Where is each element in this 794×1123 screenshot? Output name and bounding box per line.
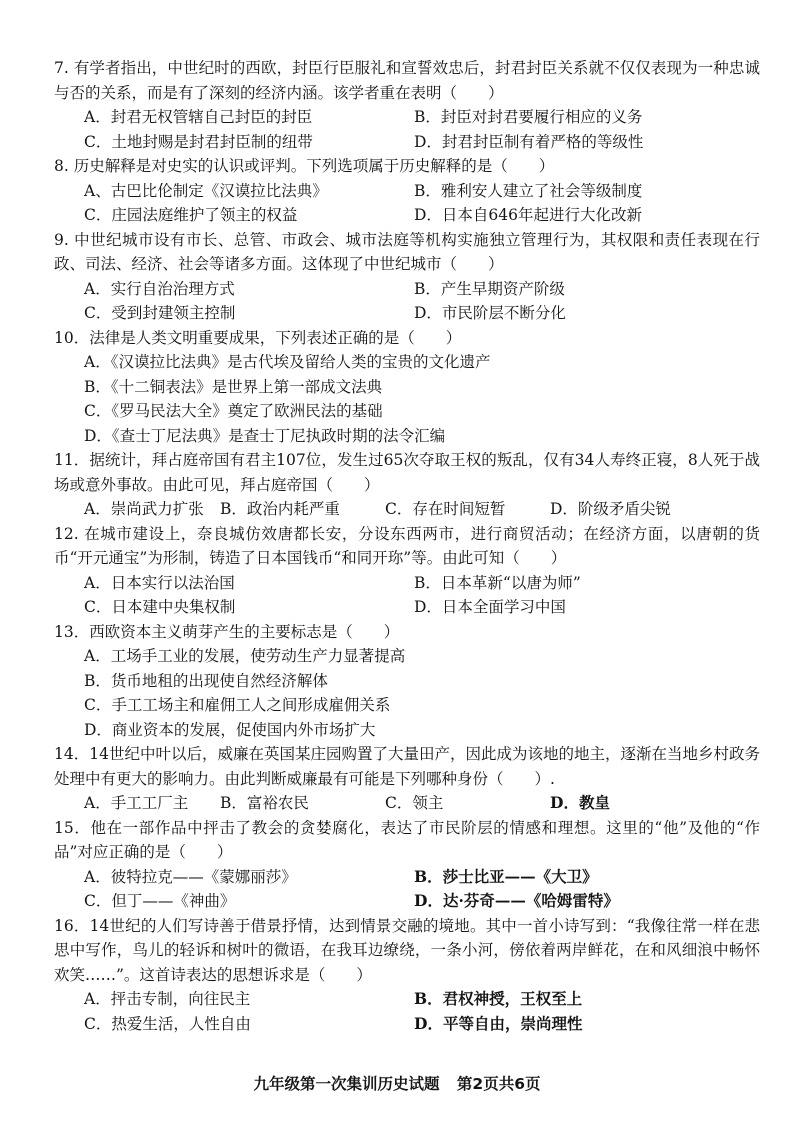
option-list	[84, 865, 760, 914]
option-list	[84, 497, 760, 522]
option-a: A．日本实行以法治国	[84, 573, 235, 592]
option-b: B．莎士比亚——《大卫》	[414, 866, 598, 886]
question-stem: 7. 有学者指出，中世纪时的西欧，封臣行臣服礼和宣誓效忠后，封君封臣关系就不仅仅表现为一种忠诚与否的关系，而是有了深刻的经济内涵。该学者重在表明（ ）	[54, 59, 760, 102]
option-c: C．《罗马民法大全》奠定了欧洲民法的基础	[84, 402, 383, 420]
option-a: A．抨击专制，向往民主	[84, 990, 251, 1008]
option-b: B．货币地租的出现使自然经济解体	[84, 671, 328, 690]
option-row	[84, 277, 760, 302]
option-c: C．存在时间短暂	[385, 500, 506, 518]
option-c: C．领主	[385, 794, 444, 812]
option-row	[84, 301, 760, 326]
option-b: B．雅利安人建立了社会等级制度	[414, 181, 643, 200]
option-d: D．达·芬奇——《哈姆雷特》	[414, 891, 619, 910]
option-c: C．庄园法庭维护了领主的权益	[84, 206, 298, 224]
option-d: D．封君封臣制有着严格的等级性	[414, 132, 644, 151]
option-a: A、古巴比伦制定《汉谟拉比法典》	[84, 181, 328, 200]
option-d: D．日本全面学习中国	[414, 598, 566, 616]
option-b: B．富裕农民	[220, 794, 309, 812]
option-c: C．但丁——《神曲》	[84, 892, 236, 910]
option-row	[84, 105, 760, 130]
question-8	[54, 154, 760, 228]
option-b: B．日本革新“以唐为师”	[414, 573, 581, 592]
option-b: B．政治内耗严重	[220, 500, 340, 518]
question-10	[54, 326, 760, 449]
option-list	[84, 571, 760, 620]
option-row	[84, 1012, 760, 1037]
option-a: A．手工工厂主	[84, 794, 189, 812]
option-d: D．日本自646年起进行大化改新	[414, 206, 643, 224]
option-list	[84, 987, 760, 1036]
option-c: C．热爱生活，人性自由	[84, 1014, 251, 1033]
question-stem: 15．他在一部作品中抨击了教会的贪婪腐化，表达了市民阶层的情感和理想。这里的“他”及他的“作品”对应正确的是（ ）	[54, 818, 760, 861]
option-d: D．教皇	[550, 793, 610, 812]
option-b: B．封臣对封君要履行相应的义务	[414, 108, 643, 126]
option-list	[84, 179, 760, 228]
option-row	[84, 987, 760, 1012]
option-row	[84, 203, 760, 228]
footer-title: 九年级第一次集训历史试题	[253, 1075, 440, 1093]
option-row	[84, 889, 760, 914]
option-row	[84, 571, 760, 596]
option-c: C．土地封赐是封君封臣制的纽带	[84, 132, 313, 151]
question-stem: 14．14世纪中叶以后，威廉在英国某庄园购置了大量田产，因此成为该地的地主，逐渐在当地乡村政务处理中有更大的影响力。由此判断威廉最有可能是下列哪种身份（ ）.	[54, 745, 760, 788]
question-11	[54, 448, 760, 522]
option-a: A．实行自治治理方式	[84, 279, 235, 298]
page-footer	[0, 1072, 794, 1094]
option-a: A．工场手工业的发展，使劳动生产力显著提高	[84, 647, 406, 665]
footer-page-number: 第2页共6页	[456, 1075, 541, 1093]
option-c: C．日本建中央集权制	[84, 598, 236, 616]
option-row	[84, 865, 760, 890]
option-list	[84, 791, 760, 816]
option-a: A．彼特拉克——《蒙娜丽莎》	[84, 867, 297, 886]
option-a: A．《汉谟拉比法典》是古代埃及留给人类的宝贵的文化遗产	[84, 353, 491, 371]
option-list	[84, 105, 760, 154]
question-16	[54, 914, 760, 1037]
question-7	[54, 56, 760, 154]
question-stem: 10．法律是人类文明重要成果，下列表述正确的是（ ）	[54, 328, 462, 347]
option-a: A．封君无权管辖自己封臣的封臣	[84, 108, 313, 126]
option-d: D．《查士丁尼法典》是查士丁尼执政时期的法令汇编	[84, 426, 446, 445]
option-d: D．阶级矛盾尖锐	[550, 500, 671, 518]
question-9	[54, 228, 760, 326]
option-a: A．崇尚武力扩张	[84, 500, 204, 518]
option-c: C．手工工场主和雇佣工人之间形成雇佣关系	[84, 696, 391, 714]
option-b: B．《十二铜表法》是世界上第一部成文法典	[84, 377, 383, 396]
option-list	[84, 350, 760, 448]
question-14	[54, 742, 760, 816]
question-stem: 16．14世纪的人们写诗善于借景抒情，达到情景交融的境地。其中一首小诗写到：“我像往常一样在悲思中写作，鸟儿的轻诉和树叶的微语，在我耳边缭绕，一条小河，傍依着两岸鲜花，在和风细浪中畅怀欢笑……”。这首诗表达的思想诉求是（ ）	[54, 916, 760, 984]
option-b: B．君权神授，王权至上	[414, 989, 583, 1008]
option-row	[84, 179, 760, 204]
question-12	[54, 522, 760, 620]
option-row	[84, 497, 760, 522]
question-stem: 13．西欧资本主义萌芽产生的主要标志是（ ）	[54, 622, 400, 641]
option-list	[84, 277, 760, 326]
question-list	[54, 56, 760, 1036]
question-stem: 9. 中世纪城市设有市长、总管、市政会、城市法庭等机构实施独立管理行为，其权限和责任表现在行政、司法、经济、社会等诸多方面。这体现了中世纪城市（ ）	[54, 230, 760, 273]
question-13	[54, 620, 760, 743]
question-15	[54, 816, 760, 914]
option-row	[84, 130, 760, 155]
option-d: D．市民阶层不断分化	[414, 304, 566, 322]
option-row	[84, 595, 760, 620]
question-stem: 11．据统计，拜占庭帝国有君主107位，发生过65次夺取王权的叛乱，仅有34人寿终正寝，8人死于战场或意外事故。由此可见，拜占庭帝国（ ）	[54, 451, 760, 494]
option-b: B．产生早期资产阶级	[414, 279, 565, 298]
option-d: D．平等自由，崇尚理性	[414, 1013, 583, 1033]
option-c: C．受到封建领主控制	[84, 304, 236, 322]
question-stem: 8. 历史解释是对史实的认识或评判。下列选项属于历史解释的是（ ）	[54, 157, 555, 175]
option-d: D．商业资本的发展，促使国内外市场扩大	[84, 720, 376, 739]
option-list	[84, 644, 760, 742]
question-stem: 12. 在城市建设上，奈良城仿效唐都长安，分设东西两市，进行商贸活动；在经济方面，以唐朝的货币“开元通宝”为形制，铸造了日本国钱币“和同开珎”等。由此可知（ ）	[54, 524, 760, 567]
option-row	[84, 791, 760, 816]
